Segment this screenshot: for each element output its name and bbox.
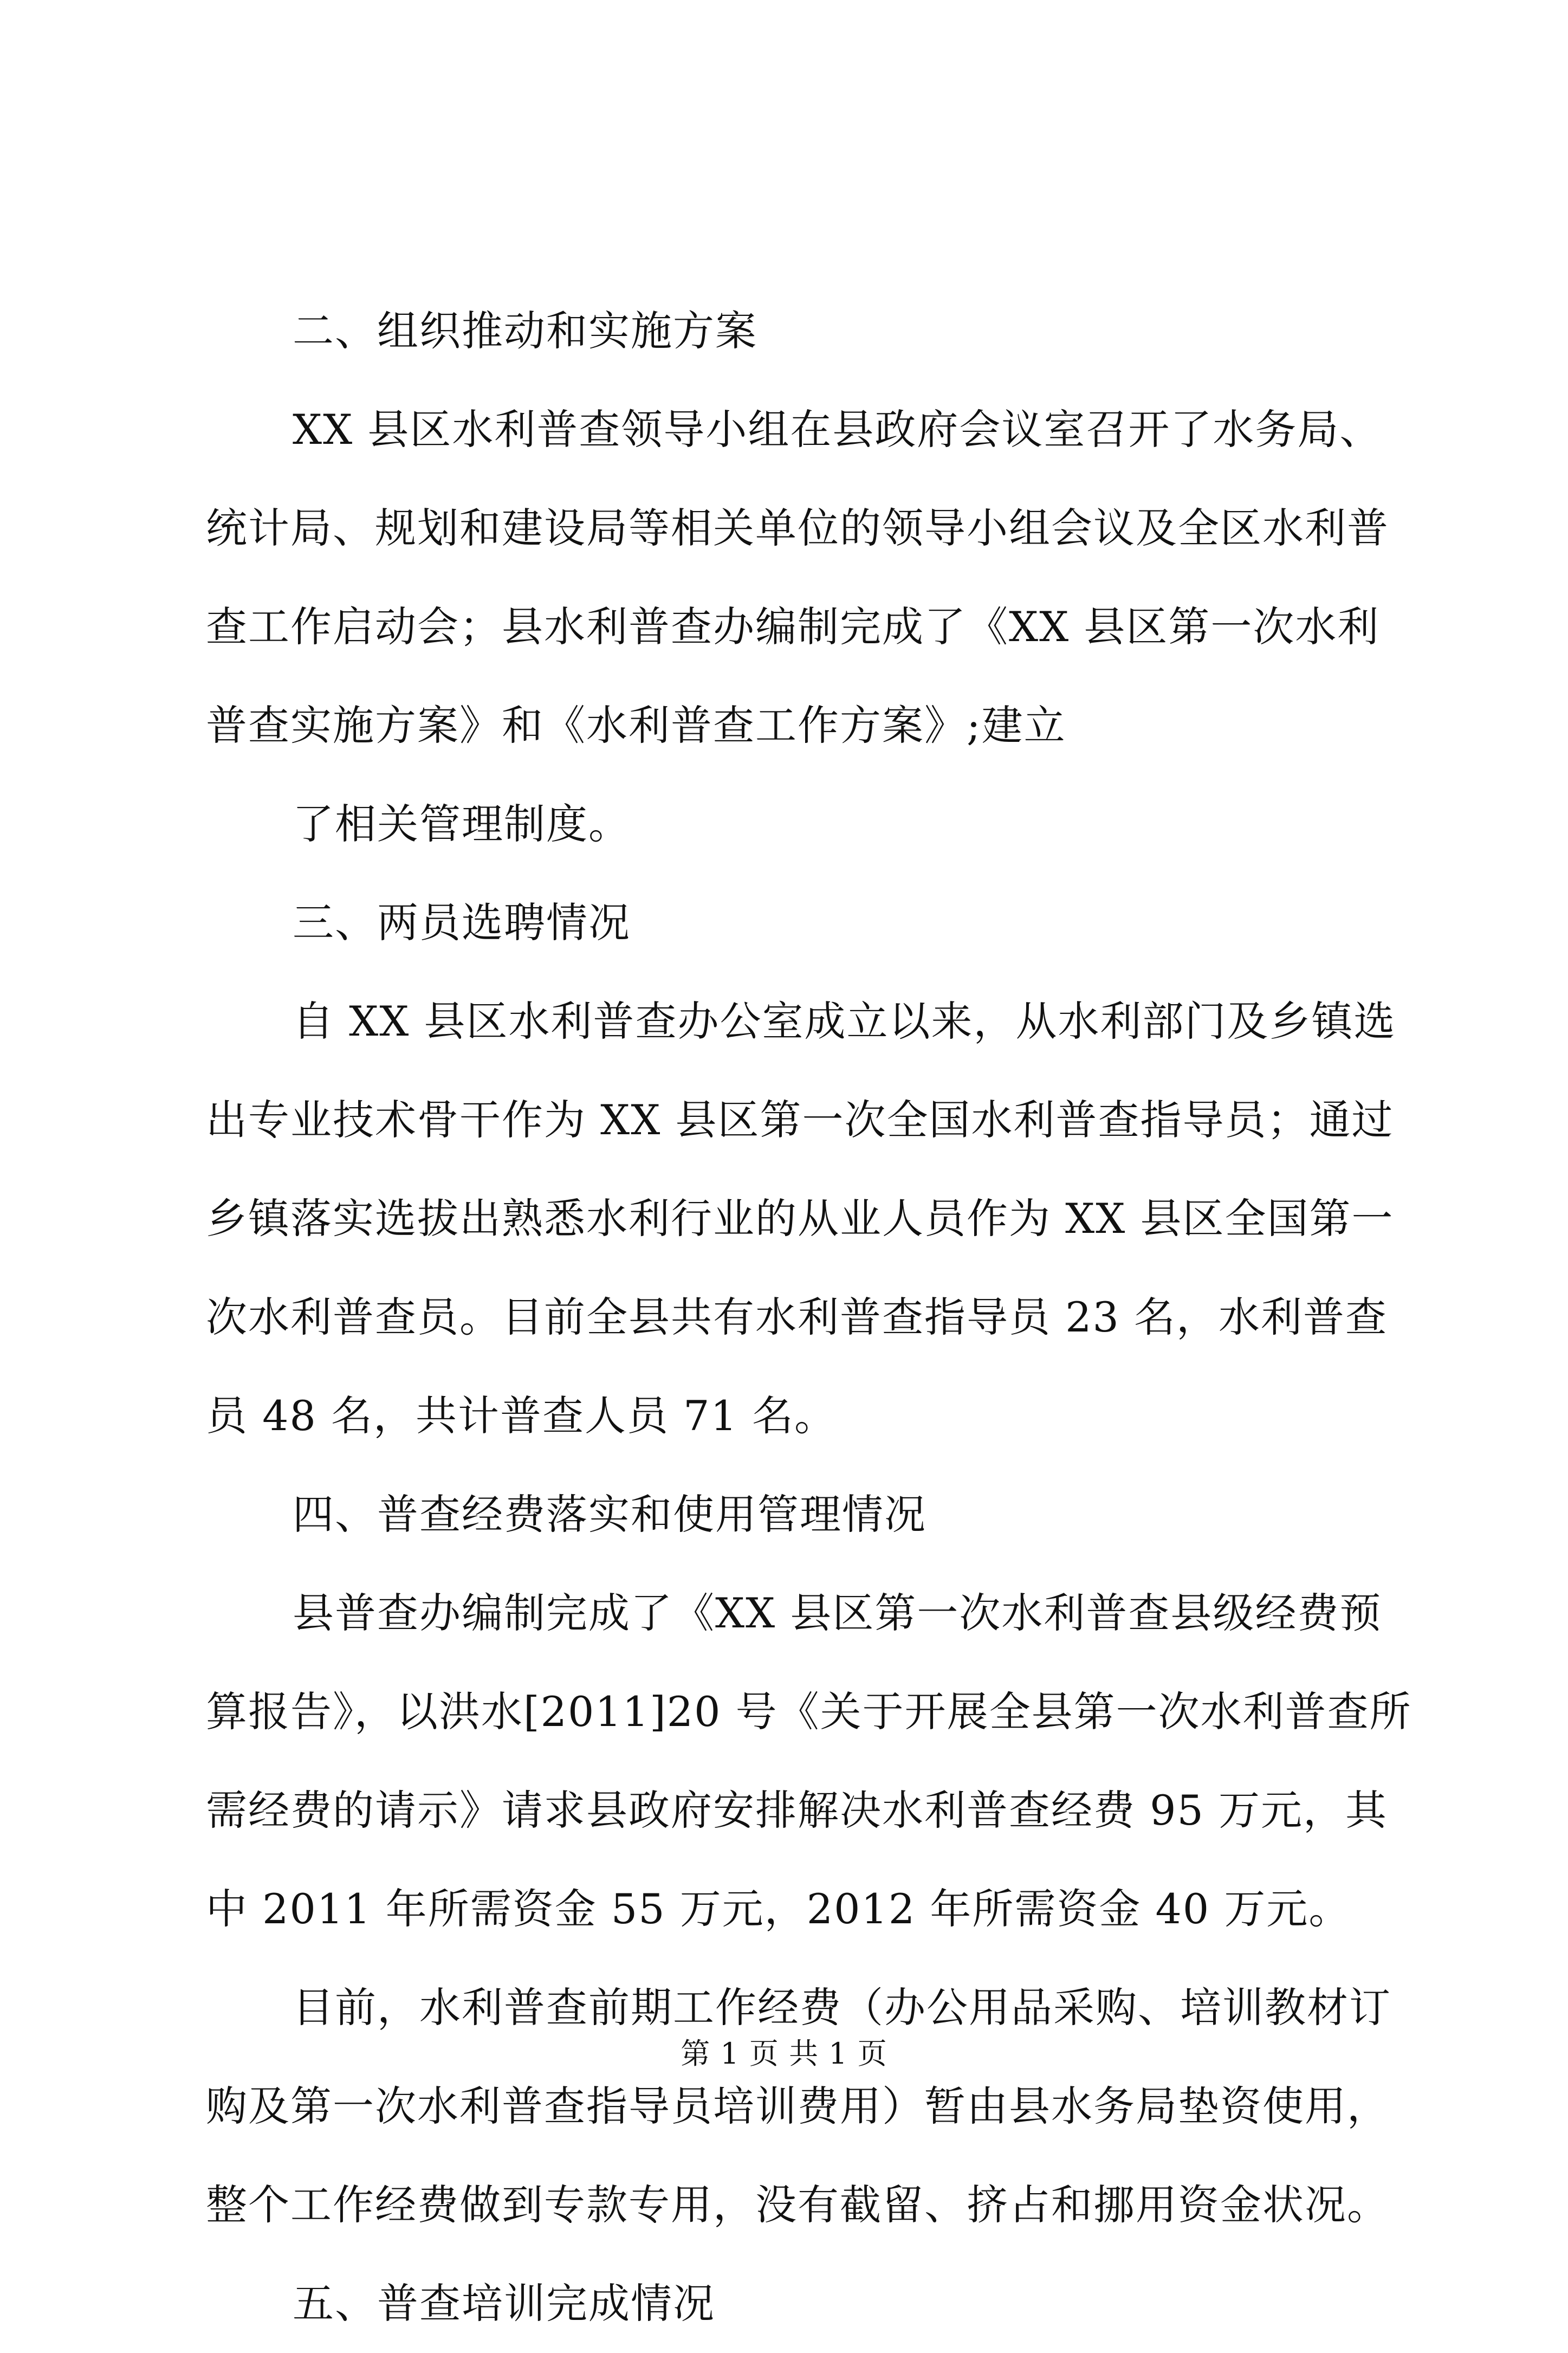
page-footer: 第 1 页 共 1 页: [681, 2037, 887, 2071]
paragraph-line: 购及第一次水利普查指导员培训费用）暂由县水务局垫资使用，: [206, 2082, 1389, 2130]
section-heading-3: 三、两员选聘情况: [293, 898, 631, 947]
paragraph-line: 目前，水利普查前期工作经费（办公用品采购、培训教材订: [293, 1983, 1391, 2032]
section-heading-4: 四、普查经费落实和使用管理情况: [293, 1490, 926, 1538]
paragraph-line: 查工作启动会；县水利普查办编制完成了《XX 县区第一次水利: [206, 603, 1380, 651]
paragraph-line: 出专业技术骨干作为 XX 县区第一次全国水利普查指导员；通过: [206, 1096, 1394, 1144]
section-heading-5: 五、普查培训完成情况: [293, 2279, 715, 2328]
paragraph-line: 中 2011 年所需资金 55 万元，2012 年所需资金 40 万元。: [206, 1885, 1351, 1933]
paragraph-line: 次水利普查员。目前全县共有水利普查指导员 23 名，水利普查: [206, 1293, 1388, 1341]
paragraph-line: 乡镇落实选拔出熟悉水利行业的从业人员作为 XX 县区全国第一: [206, 1194, 1394, 1243]
paragraph-line: 员 48 名，共计普查人员 71 名。: [206, 1392, 837, 1440]
section-heading-2: 二、组织推动和实施方案: [293, 307, 757, 355]
paragraph-line: 了相关管理制度。: [293, 800, 631, 848]
paragraph-line: 需经费的请示》请求县政府安排解决水利普查经费 95 万元，其: [206, 1786, 1388, 1834]
paragraph-line: 统计局、规划和建设局等相关单位的领导小组会议及全区水利普: [206, 504, 1389, 552]
paragraph-line: 算报告》，以洪水[2011]20 号《关于开展全县第一次水利普查所: [206, 1688, 1412, 1736]
paragraph-line: 整个工作经费做到专款专用，没有截留、挤占和挪用资金状况。: [206, 2181, 1389, 2229]
paragraph-line: 县普查办编制完成了《XX 县区第一次水利普查县级经费预: [293, 1589, 1382, 1637]
paragraph-line: XX 县区水利普查领导小组在县政府会议室召开了水务局、: [293, 405, 1382, 454]
paragraph-line: 普查实施方案》和《水利普查工作方案》;建立: [206, 701, 1066, 749]
paragraph-line: 自 XX 县区水利普查办公室成立以来，从水利部门及乡镇选: [293, 997, 1396, 1045]
